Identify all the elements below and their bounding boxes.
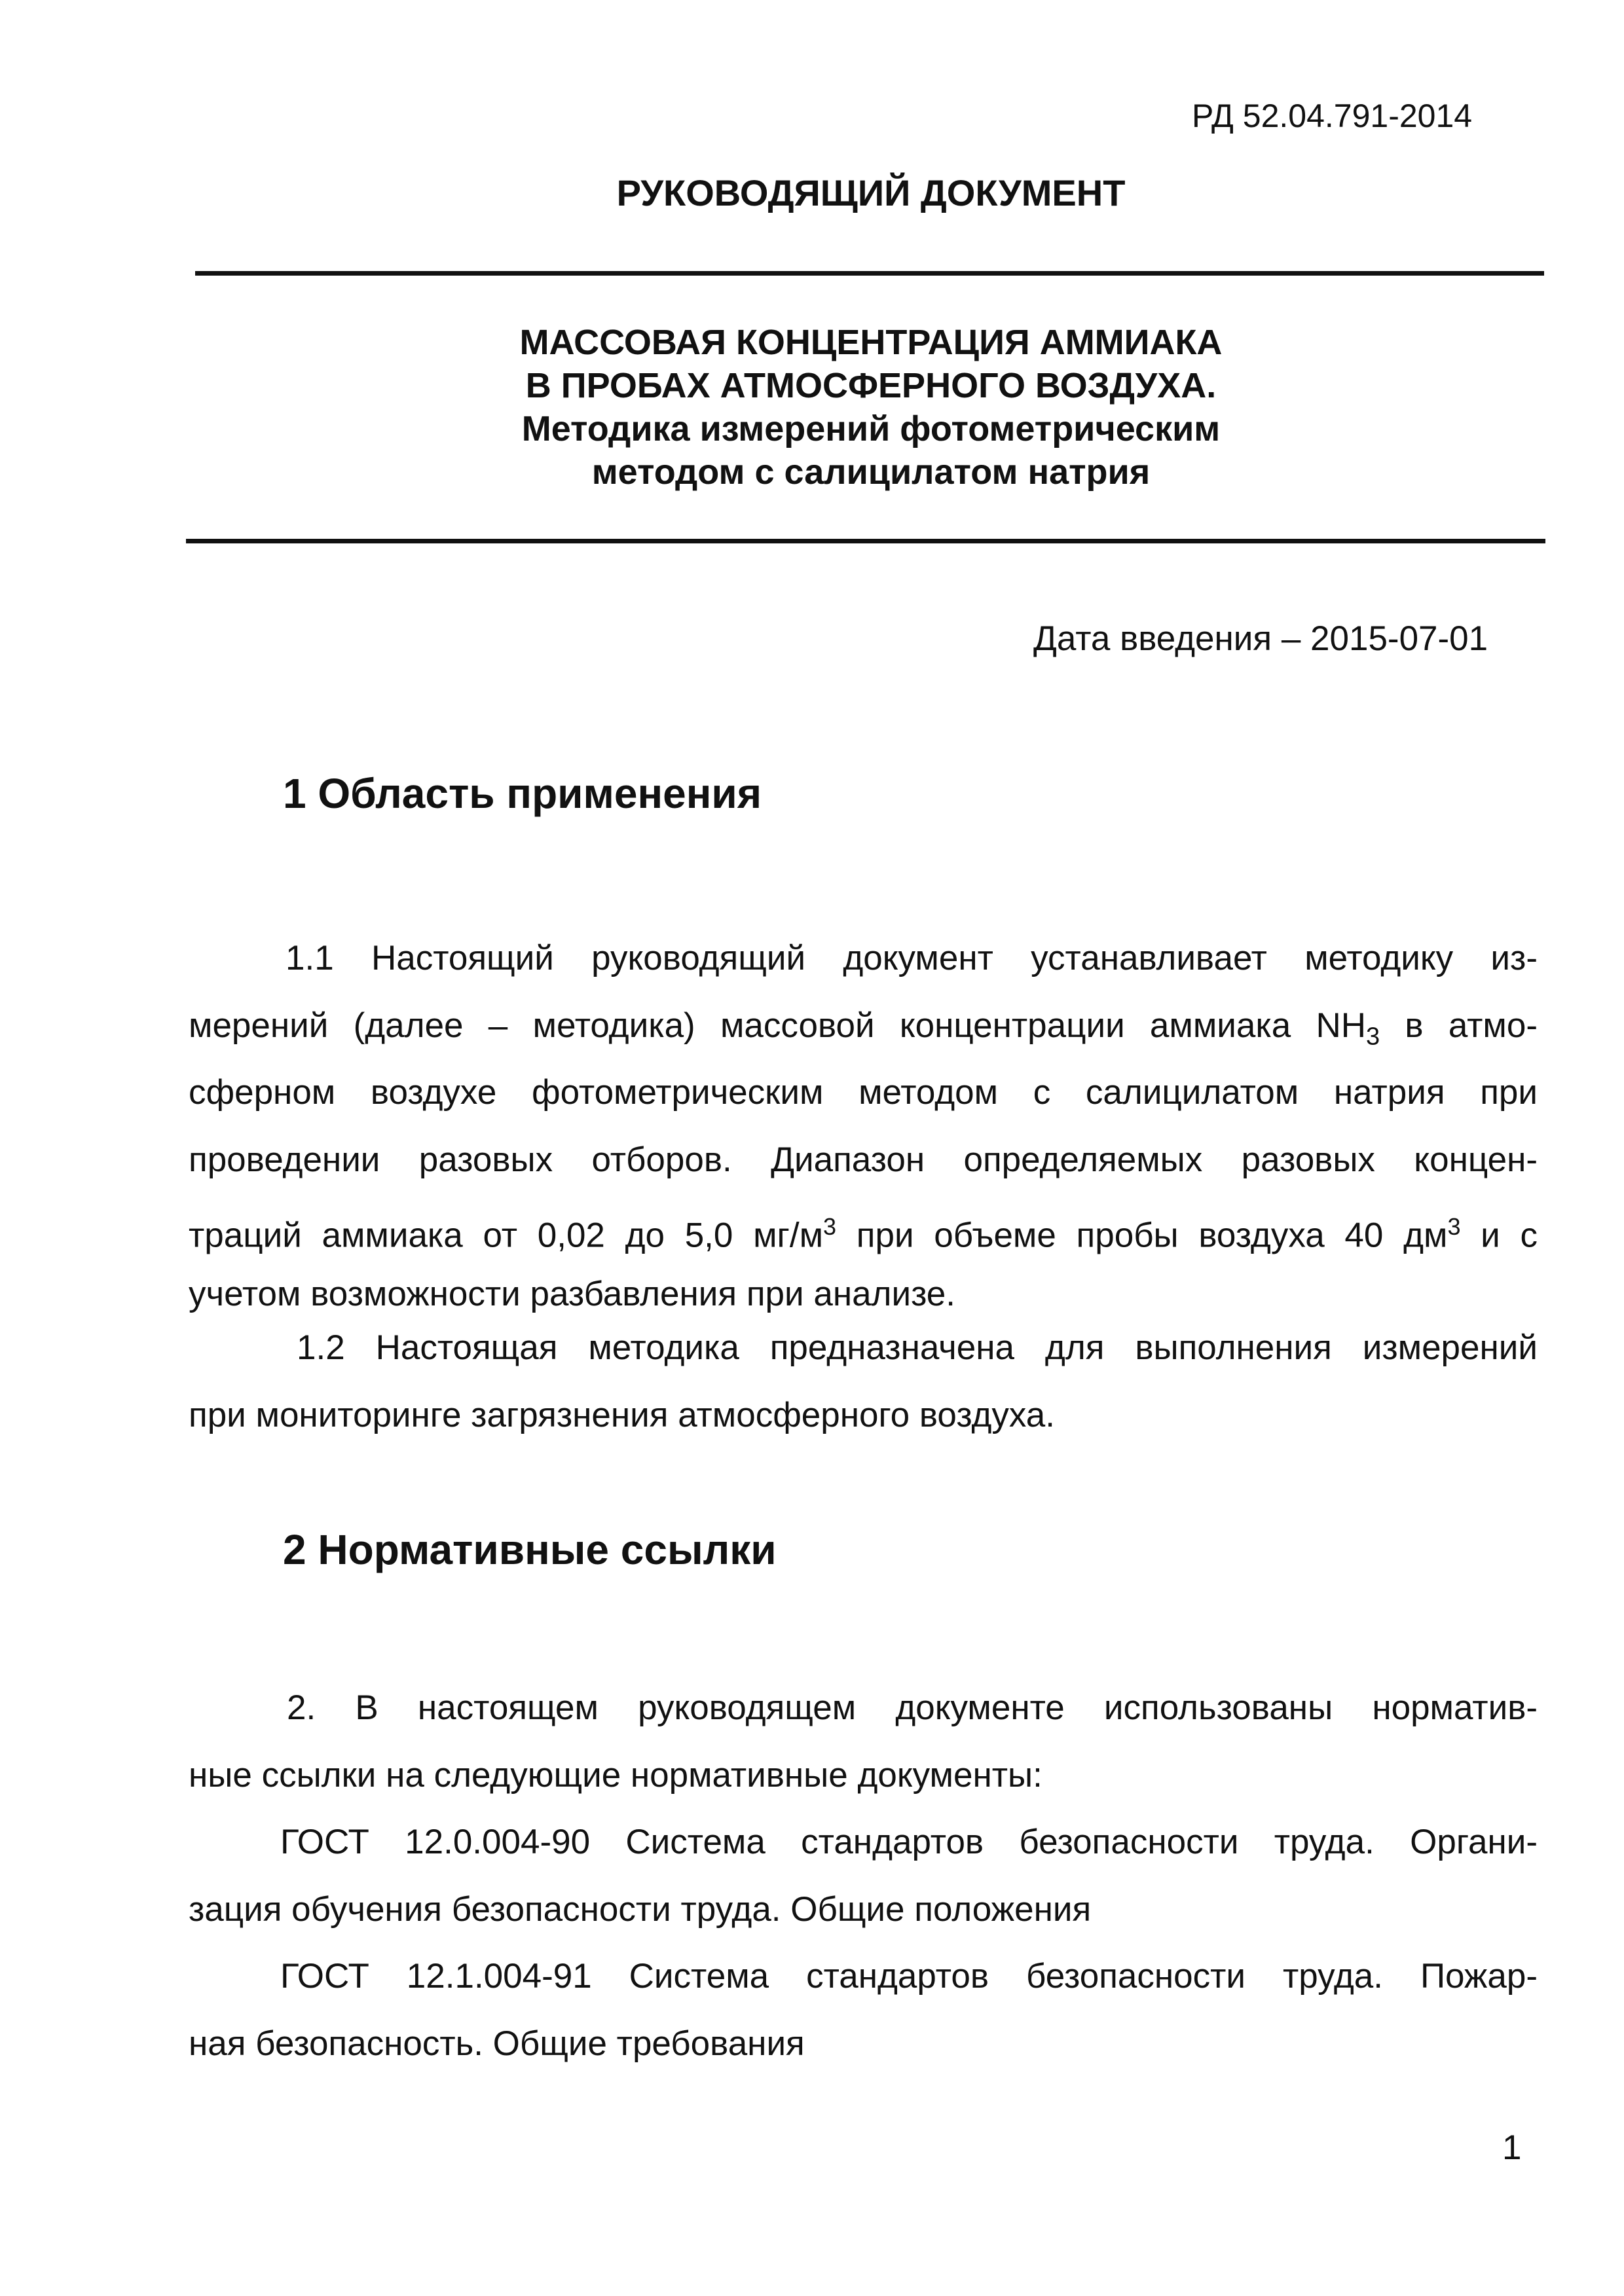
introduction-date: Дата введения – 2015-07-01 bbox=[1033, 619, 1488, 658]
section-2-heading: 2 Нормативные ссылки bbox=[283, 1526, 777, 1573]
title-line-3: Методика измерений фотометрическим bbox=[521, 409, 1221, 448]
paragraph-line: зация обучения безопасности труда. Общие положения bbox=[189, 1889, 1092, 1929]
title-line-4: методом с салицилатом натрия bbox=[591, 452, 1151, 492]
page-number: 1 bbox=[1502, 2128, 1522, 2167]
document-title bbox=[0, 321, 1624, 494]
paragraph-2 bbox=[189, 1675, 1538, 2077]
document-number: РД 52.04.791-2014 bbox=[1192, 98, 1473, 134]
paragraph-line: 1.2 Настоящая методика предназначена для выполнения измерений bbox=[297, 1328, 1538, 1367]
paragraph-1-1 bbox=[189, 925, 1538, 1328]
document-type-heading: РУКОВОДЯЩИЙ ДОКУМЕНТ bbox=[616, 172, 1126, 213]
section-1-heading: 1 Область применения bbox=[283, 770, 762, 817]
paragraph-line: 2. В настоящем руководящем документе использованы норматив- bbox=[287, 1688, 1538, 1727]
top-divider bbox=[195, 271, 1544, 276]
paragraph-line: ная безопасность. Общие требования bbox=[189, 2024, 805, 2063]
paragraph-line: проведении разовых отборов. Диапазон определяемых разовых концен- bbox=[189, 1140, 1538, 1179]
title-line-1: МАССОВАЯ КОНЦЕНТРАЦИЯ АММИАКА bbox=[519, 323, 1223, 362]
paragraph-line: ГОСТ 12.0.004-90 Система стандартов безопасности труда. Органи- bbox=[280, 1823, 1538, 1861]
paragraph-1-2 bbox=[189, 1315, 1538, 1449]
paragraph-line: при мониторинге загрязнения атмосферного воздуха. bbox=[189, 1395, 1055, 1434]
bottom-divider bbox=[186, 539, 1545, 543]
paragraph-line: ГОСТ 12.1.004-91 Система стандартов безопасности труда. Пожар- bbox=[280, 1957, 1538, 1995]
paragraph-line: ные ссылки на следующие нормативные документы: bbox=[189, 1755, 1043, 1795]
paragraph-line: учетом возможности разбавления при анализе. bbox=[189, 1274, 955, 1313]
paragraph-line: сферном воздухе фотометрическим методом с салицилатом натрия при bbox=[189, 1073, 1538, 1112]
paragraph-line: мерений (далее – методика) массовой концентрации аммиака $NH_3$ в атмо- bbox=[189, 1006, 1538, 1051]
title-line-2: В ПРОБАХ АТМОСФЕРНОГО ВОЗДУХА. bbox=[525, 366, 1217, 405]
paragraph-line: 1.1 Настоящий руководящий документ устанавливает методику из- bbox=[286, 939, 1538, 977]
paragraph-line: траций аммиака от 0,02 до 5,0 $мг/м^3$ при объеме пробы воздуха 40 $дм^3$ и с bbox=[189, 1213, 1538, 1255]
